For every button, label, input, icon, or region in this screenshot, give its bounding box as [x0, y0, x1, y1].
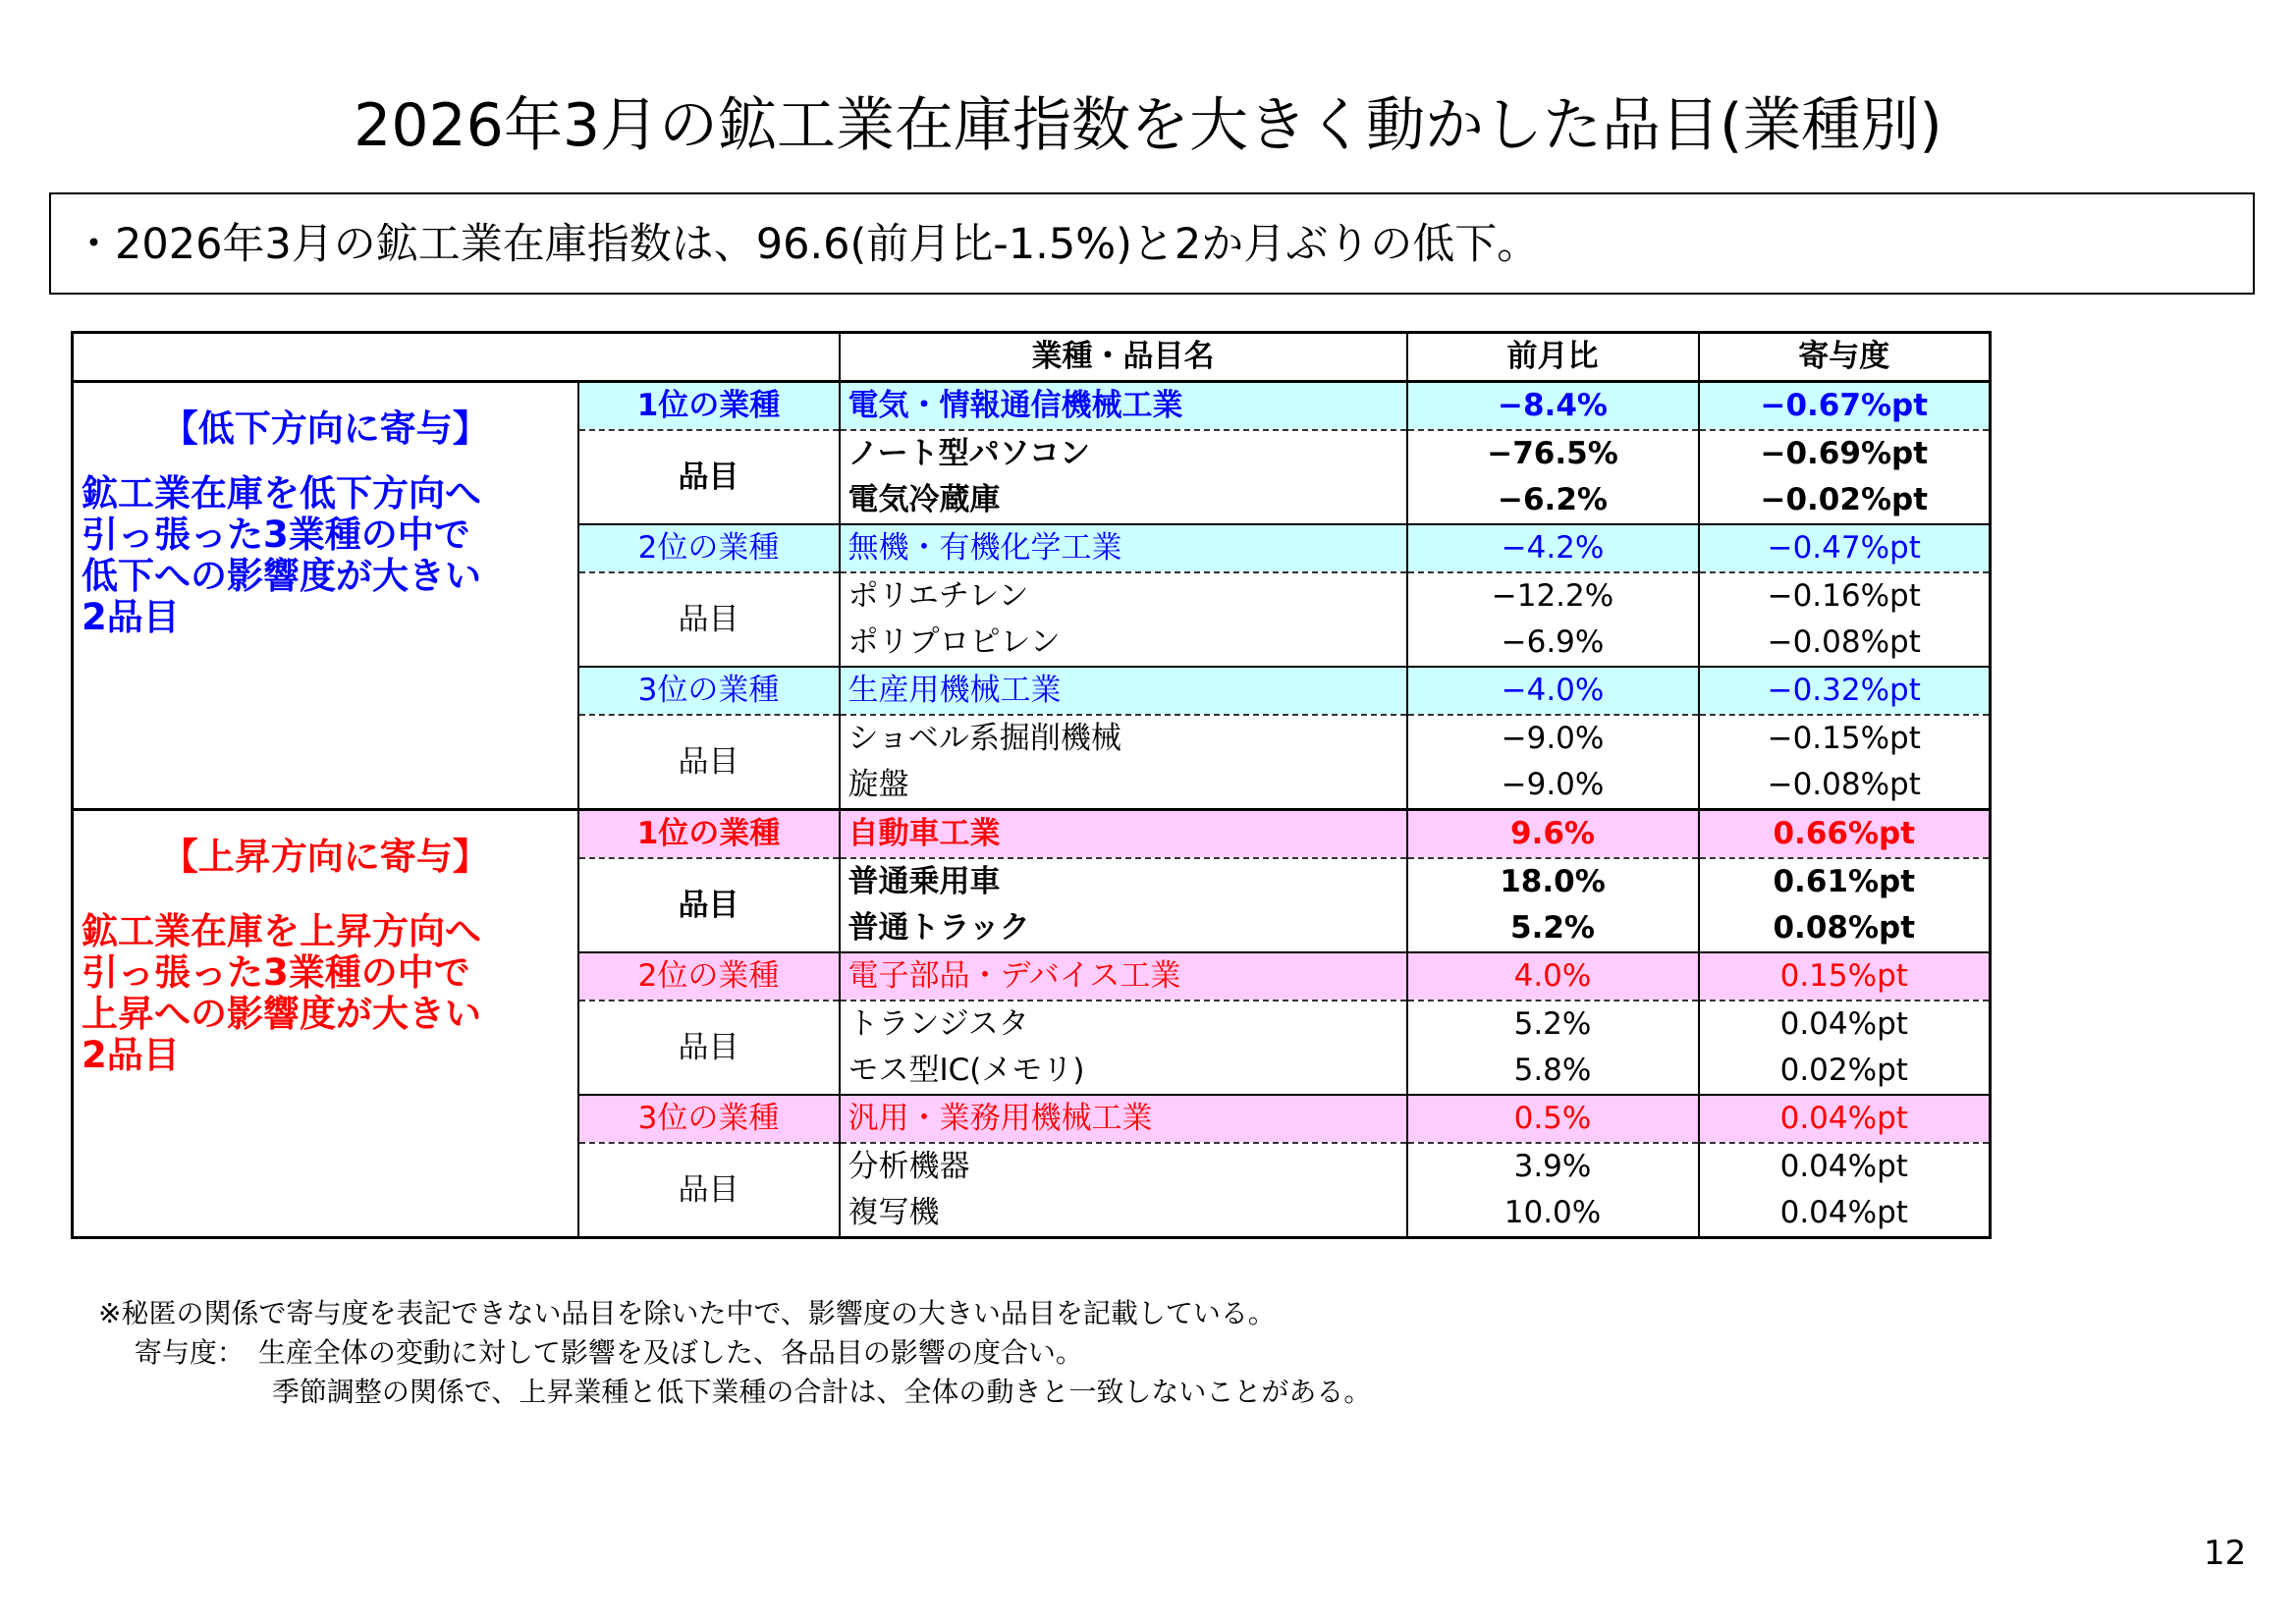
table-row — [73, 810, 1991, 859]
item-mom: 5.2% — [1407, 905, 1699, 952]
table-header-row — [73, 333, 1991, 382]
item-mom: 5.2% — [1407, 1001, 1699, 1048]
item-contrib: 0.04%pt — [1699, 1190, 1991, 1238]
item-name: 複写機 — [840, 1190, 1407, 1238]
up-description: 鉱工業在庫を上昇方向へ 引っ張った3業種の中で 上昇への影響度が大きい 2品目 — [82, 910, 481, 1076]
item-name: 普通トラック — [840, 905, 1407, 952]
industry-mom: 0.5% — [1407, 1095, 1699, 1143]
rank-label: 1位の業種 — [578, 810, 840, 859]
contribution-table — [71, 331, 1992, 1239]
item-contrib: 0.04%pt — [1699, 1001, 1991, 1048]
item-contrib: 0.02%pt — [1699, 1048, 1991, 1095]
item-name: ノート型パソコン — [840, 430, 1407, 477]
header-blank — [73, 333, 840, 382]
industry-contrib: 0.66%pt — [1699, 810, 1991, 859]
down-heading: 【低下方向に寄与】 — [161, 407, 489, 450]
down-description: 鉱工業在庫を低下方向へ 引っ張った3業種の中で 低下への影響度が大きい 2品目 — [82, 472, 481, 638]
industry-mom: 9.6% — [1407, 810, 1699, 859]
rank-label: 2位の業種 — [578, 952, 840, 1001]
industry-contrib: −0.32%pt — [1699, 667, 1991, 715]
item-name: ショベル系掘削機械 — [840, 715, 1407, 762]
industry-name: 自動車工業 — [840, 810, 1407, 859]
rank-label: 1位の業種 — [578, 382, 840, 431]
header-contrib: 寄与度 — [1699, 333, 1991, 382]
items-label: 品目 — [578, 1001, 840, 1095]
summary-box — [49, 192, 2255, 295]
rank-label: 2位の業種 — [578, 524, 840, 572]
header-mom: 前月比 — [1407, 333, 1699, 382]
item-mom: 10.0% — [1407, 1190, 1699, 1238]
industry-contrib: −0.67%pt — [1699, 382, 1991, 431]
footnote-line: 季節調整の関係で、上昇業種と低下業種の合計は、全体の動きと一致しないことがある。 — [98, 1376, 1372, 1408]
industry-name: 電子部品・デバイス工業 — [840, 952, 1407, 1001]
item-contrib: −0.08%pt — [1699, 620, 1991, 667]
up-section-label — [73, 810, 578, 1238]
industry-mom: 4.0% — [1407, 952, 1699, 1001]
item-mom: 5.8% — [1407, 1048, 1699, 1095]
industry-contrib: −0.47%pt — [1699, 524, 1991, 572]
item-name: トランジスタ — [840, 1001, 1407, 1048]
items-label: 品目 — [578, 572, 840, 667]
item-name: ポリプロピレン — [840, 620, 1407, 667]
item-name: 電気冷蔵庫 — [840, 477, 1407, 524]
item-mom: 3.9% — [1407, 1143, 1699, 1190]
items-label: 品目 — [578, 1143, 840, 1238]
items-label: 品目 — [578, 858, 840, 952]
footnote-line: 寄与度： 生産全体の変動に対して影響を及ぼした、各品目の影響の度合い。 — [98, 1336, 1083, 1369]
item-mom: −6.9% — [1407, 620, 1699, 667]
industry-name: 汎用・業務用機械工業 — [840, 1095, 1407, 1143]
item-mom: 18.0% — [1407, 858, 1699, 905]
item-mom: −9.0% — [1407, 762, 1699, 810]
item-contrib: 0.04%pt — [1699, 1143, 1991, 1190]
item-contrib: −0.16%pt — [1699, 572, 1991, 620]
item-contrib: −0.69%pt — [1699, 430, 1991, 477]
rank-label: 3位の業種 — [578, 667, 840, 715]
item-contrib: 0.08%pt — [1699, 905, 1991, 952]
industry-name: 電気・情報通信機械工業 — [840, 382, 1407, 431]
item-name: 普通乗用車 — [840, 858, 1407, 905]
footnotes — [98, 1294, 1371, 1412]
industry-mom: −4.0% — [1407, 667, 1699, 715]
page-title: 2026年3月の鉱工業在庫指数を大きく動かした品目(業種別) — [354, 91, 1942, 160]
down-section-label — [73, 382, 578, 810]
item-name: モス型IC(メモリ) — [840, 1048, 1407, 1095]
header-name: 業種・品目名 — [840, 333, 1407, 382]
industry-name: 生産用機械工業 — [840, 667, 1407, 715]
industry-mom: −4.2% — [1407, 524, 1699, 572]
industry-name: 無機・有機化学工業 — [840, 524, 1407, 572]
items-label: 品目 — [578, 715, 840, 810]
table-row — [73, 382, 1991, 431]
item-contrib: −0.15%pt — [1699, 715, 1991, 762]
item-name: ポリエチレン — [840, 572, 1407, 620]
industry-contrib: 0.15%pt — [1699, 952, 1991, 1001]
item-name: 分析機器 — [840, 1143, 1407, 1190]
page-number: 12 — [2204, 1534, 2247, 1573]
items-label: 品目 — [578, 430, 840, 524]
up-heading: 【上昇方向に寄与】 — [161, 836, 489, 878]
item-mom: −76.5% — [1407, 430, 1699, 477]
item-name: 旋盤 — [840, 762, 1407, 810]
item-contrib: −0.08%pt — [1699, 762, 1991, 810]
rank-label: 3位の業種 — [578, 1095, 840, 1143]
summary-text: ・2026年3月の鉱工業在庫指数は、96.6(前月比-1.5%)と2か月ぶりの低下。 — [73, 220, 1540, 269]
item-contrib: −0.02%pt — [1699, 477, 1991, 524]
item-mom: −12.2% — [1407, 572, 1699, 620]
item-mom: −6.2% — [1407, 477, 1699, 524]
industry-contrib: 0.04%pt — [1699, 1095, 1991, 1143]
industry-mom: −8.4% — [1407, 382, 1699, 431]
item-mom: −9.0% — [1407, 715, 1699, 762]
footnote-line: ※秘匿の関係で寄与度を表記できない品目を除いた中で、影響度の大きい品目を記載している。 — [98, 1297, 1276, 1329]
item-contrib: 0.61%pt — [1699, 858, 1991, 905]
